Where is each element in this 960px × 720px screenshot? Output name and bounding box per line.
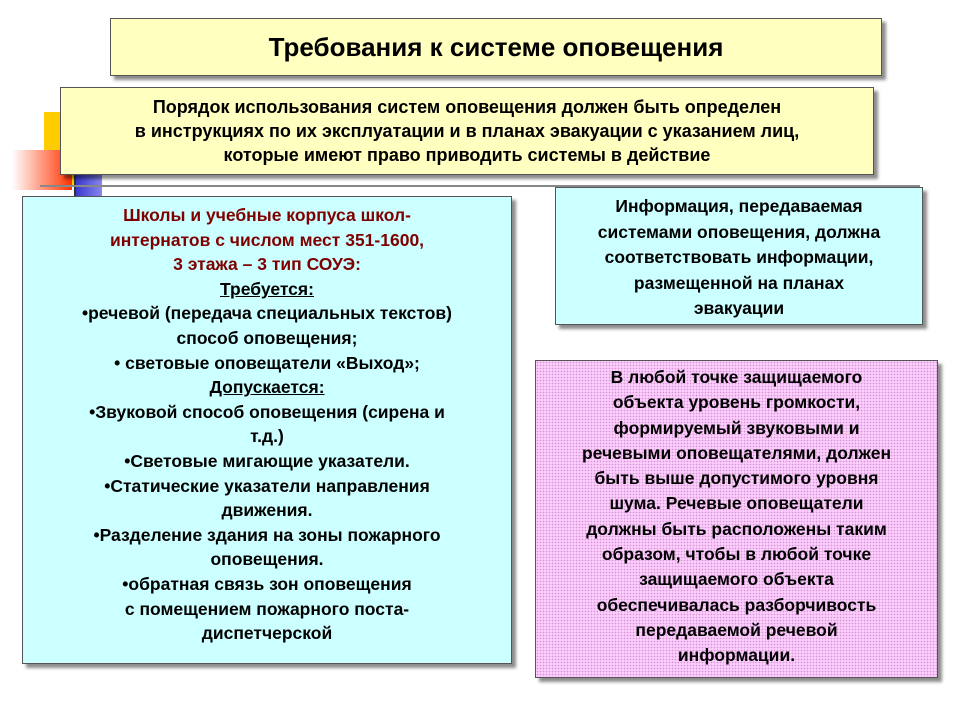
allowed-item-line: •Разделение здания на зоны пожарного	[93, 524, 441, 545]
allowed-item-line: •обратная связь зон оповещения	[122, 573, 412, 594]
info-line: соответствовать информации,	[604, 247, 874, 267]
usage-order-line: Порядок использования систем оповещения должен быть определен	[152, 97, 782, 117]
allowed-label: Допускается:	[209, 377, 325, 398]
allowed-item-line: т.д.)	[250, 426, 284, 447]
usage-order-box	[60, 87, 874, 175]
allowed-item-line: диспетчерской	[201, 623, 333, 644]
allowed-item-line: движения.	[221, 500, 313, 521]
sound-level-line: объекта уровень громкости,	[612, 392, 861, 413]
sound-level-line: передаваемой речевой	[635, 619, 838, 640]
allowed-item-line: •Световые мигающие указатели.	[124, 450, 410, 471]
info-line: размещенной на планах	[633, 272, 845, 293]
schools-heading-line: интернатов с числом мест 351-1600,	[109, 229, 425, 250]
sound-level-line: шума. Речевые оповещатели	[609, 493, 864, 514]
page-title-box	[110, 18, 882, 76]
allowed-item-line: оповещения.	[210, 549, 324, 570]
sound-level-line: формируемый звуковыми и	[613, 417, 860, 438]
info-line: эвакуации	[693, 298, 785, 318]
required-item-line: способ оповещения;	[176, 327, 358, 348]
required-item-line: •речевой (передача специальных текстов)	[81, 303, 452, 324]
required-label: Требуется:	[220, 278, 314, 299]
info-line: Информация, передаваемая	[615, 196, 863, 216]
required-item-line: • световые оповещатели «Выход»;	[114, 352, 420, 373]
info-line: системами оповещения, должна	[597, 221, 881, 242]
sound-level-line: обеспечивалась разборчивость	[596, 594, 877, 615]
page-title: Требования к системе оповещения	[268, 31, 724, 62]
sound-level-line: быть выше допустимого уровня	[594, 468, 879, 489]
sound-level-box	[535, 360, 938, 678]
sound-level-line: речевыми оповещателями, должен	[581, 442, 892, 463]
sound-level-line: должны быть расположены таким	[586, 518, 887, 539]
allowed-item-line: •Статические указатели направления	[104, 475, 430, 496]
evacuation-info-box	[555, 187, 923, 325]
sound-level-line: защищаемого объекта	[639, 569, 834, 590]
usage-order-line: которые имеют право приводить системы в действие	[223, 145, 711, 165]
schools-heading-line: Школы и учебные корпуса школ-	[123, 205, 411, 225]
schools-requirements-box	[22, 196, 512, 664]
allowed-item-line: с помещением пожарного поста-	[124, 598, 410, 619]
schools-heading-line: 3 этажа – 3 тип СОУЭ:	[173, 254, 361, 275]
sound-level-line: информации.	[677, 645, 796, 666]
sound-level-line: В любой точке защищаемого	[610, 367, 863, 387]
allowed-item-line: •Звуковой способ оповещения (сирена и	[89, 401, 445, 422]
usage-order-line: в инструкциях по их эксплуатации и в планах эвакуации с указанием лиц,	[134, 121, 800, 141]
sound-level-line: образом, чтобы в любой точке	[601, 544, 872, 565]
